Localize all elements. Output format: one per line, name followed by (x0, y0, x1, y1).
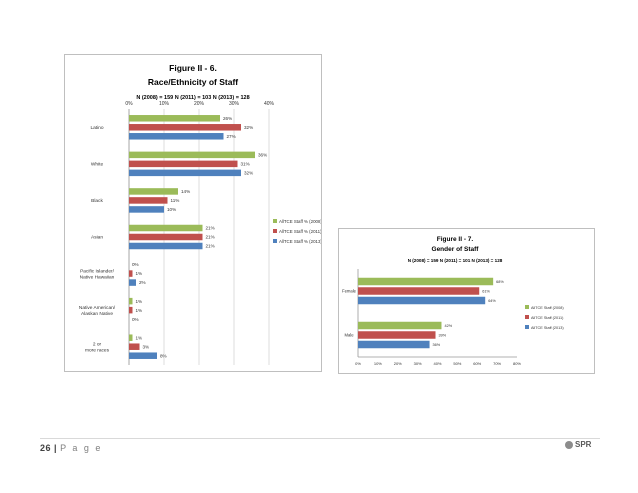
category-label-line: Native Hawaiian (79, 275, 115, 281)
bar (129, 133, 224, 140)
legend-swatch (525, 305, 529, 309)
bar (129, 334, 133, 341)
x-tick-label: 0% (355, 361, 361, 366)
category-label-line: Pacific Islander/ (80, 269, 114, 275)
data-label: 26% (223, 115, 233, 121)
category-label (342, 288, 357, 293)
bar (129, 188, 178, 195)
bar (129, 279, 136, 286)
category-label (91, 235, 103, 241)
bar (129, 206, 164, 213)
category-label (85, 342, 110, 354)
data-label: 32% (244, 124, 254, 130)
category-label-line: Black (91, 199, 103, 205)
bar (129, 115, 220, 122)
bar (129, 161, 238, 168)
legend-swatch (525, 325, 529, 329)
data-label: 3% (142, 344, 150, 350)
legend-swatch (273, 239, 277, 243)
legend-label: AllTCE Staff (2013) (531, 326, 564, 330)
legend-swatch (525, 315, 529, 319)
category-label-line: 2 or (92, 342, 102, 348)
gender-chart-svg (339, 229, 594, 373)
bar (129, 124, 241, 130)
data-label: 1% (135, 271, 143, 277)
category-label-line: White (90, 162, 104, 168)
x-tick-label: 40% (263, 101, 275, 107)
chart-title: Figure II - 7. (436, 236, 474, 243)
data-label: 31% (240, 161, 250, 167)
x-tick-label: 50% (453, 361, 462, 366)
x-tick-label: 80% (512, 361, 522, 366)
data-label: 42% (444, 323, 453, 328)
category-label-line: Native American/ (78, 305, 116, 311)
data-label: 11% (170, 198, 180, 204)
data-label: 64% (488, 298, 496, 303)
figure-gender (338, 228, 595, 374)
bar (129, 234, 203, 241)
category-label-line: Female (342, 288, 356, 294)
x-tick-label: 20% (193, 101, 205, 107)
data-label: 8% (160, 353, 167, 359)
category-label (91, 198, 103, 204)
category-label-line: Alaskan Native (81, 311, 113, 317)
data-label: 21% (205, 234, 215, 240)
x-tick-label: 20% (393, 361, 402, 366)
data-label: 1% (135, 298, 143, 304)
page-separator: | (54, 443, 58, 453)
x-tick-label: 60% (473, 361, 482, 366)
data-label: 0% (132, 262, 139, 268)
x-tick-label: 70% (493, 361, 502, 366)
category-label (90, 125, 103, 131)
race-ethnicity-chart-svg (65, 55, 321, 371)
data-label: 10% (167, 207, 177, 213)
data-label: 21% (205, 225, 215, 231)
chart-subtitle: N (2008) = 159 N (2011) = 103 N (2013) = 128 (136, 95, 250, 101)
bar (129, 152, 255, 159)
x-tick-label: 30% (413, 361, 422, 366)
x-tick-label: 0% (125, 101, 133, 107)
page-number: 26 (40, 443, 52, 453)
data-label: 32% (244, 170, 254, 176)
x-tick-label: 40% (433, 361, 442, 366)
x-tick-label: 30% (228, 101, 240, 107)
data-label: 68% (496, 279, 504, 284)
bar (129, 307, 133, 314)
spr-logo (565, 440, 591, 449)
data-label: 14% (181, 189, 191, 195)
legend-label: AllTCE Staff % (2013) (279, 239, 321, 244)
category-label-line: Male (344, 332, 354, 338)
page-footer (40, 443, 102, 453)
data-label: 27% (226, 133, 236, 139)
category-label (344, 332, 354, 337)
legend-label: AllTCE Staff (2008) (531, 306, 564, 310)
legend-label: AllTCE Staff % (2011) (279, 229, 321, 234)
category-label (80, 268, 115, 280)
data-label: 0% (132, 316, 139, 322)
chart-title: Race/Ethnicity of Staff (147, 77, 239, 87)
bar (358, 278, 493, 286)
page-word: P a g e (60, 443, 103, 453)
data-label: 36% (258, 152, 268, 158)
bar (129, 270, 133, 277)
data-label: 1% (135, 335, 143, 341)
bar (358, 331, 436, 339)
bar (358, 287, 479, 295)
category-label-line: more races (85, 348, 109, 354)
bar (129, 343, 140, 350)
bar (129, 352, 157, 359)
x-tick-label: 10% (158, 101, 170, 107)
bar (129, 243, 203, 250)
data-label: 21% (205, 243, 215, 249)
bar (358, 322, 441, 330)
bar (129, 197, 168, 204)
chart-title: Figure II - 6. (169, 63, 217, 73)
bar (358, 341, 430, 349)
data-label: 36% (432, 342, 441, 347)
data-label: 39% (438, 333, 447, 338)
bar (358, 297, 485, 305)
data-label: 2% (139, 280, 146, 286)
figure-race-ethnicity (64, 54, 322, 372)
legend-label: AllTCE Staff % (2008) (279, 219, 321, 224)
category-label (91, 162, 104, 168)
x-tick-label: 10% (373, 361, 382, 366)
data-label: 1% (135, 307, 143, 313)
category-label-line: Asian (91, 235, 103, 241)
legend-swatch (273, 229, 277, 233)
logo-icon (565, 441, 573, 449)
chart-subtitle: N (2008) = 159 N (2011) = 101 N (2013) = 128 (407, 258, 503, 263)
bar (129, 298, 133, 305)
data-label: 61% (482, 289, 490, 294)
category-label-line: Latino (90, 125, 104, 131)
category-label (79, 305, 116, 317)
bar (129, 170, 241, 177)
chart-title: Gender of Staff (431, 246, 479, 253)
bar (129, 225, 203, 232)
logo-text: SPR (575, 440, 592, 449)
legend-swatch (273, 219, 277, 223)
footer-divider (40, 438, 600, 439)
legend-label: AllTCE Staff (2011) (531, 316, 564, 320)
